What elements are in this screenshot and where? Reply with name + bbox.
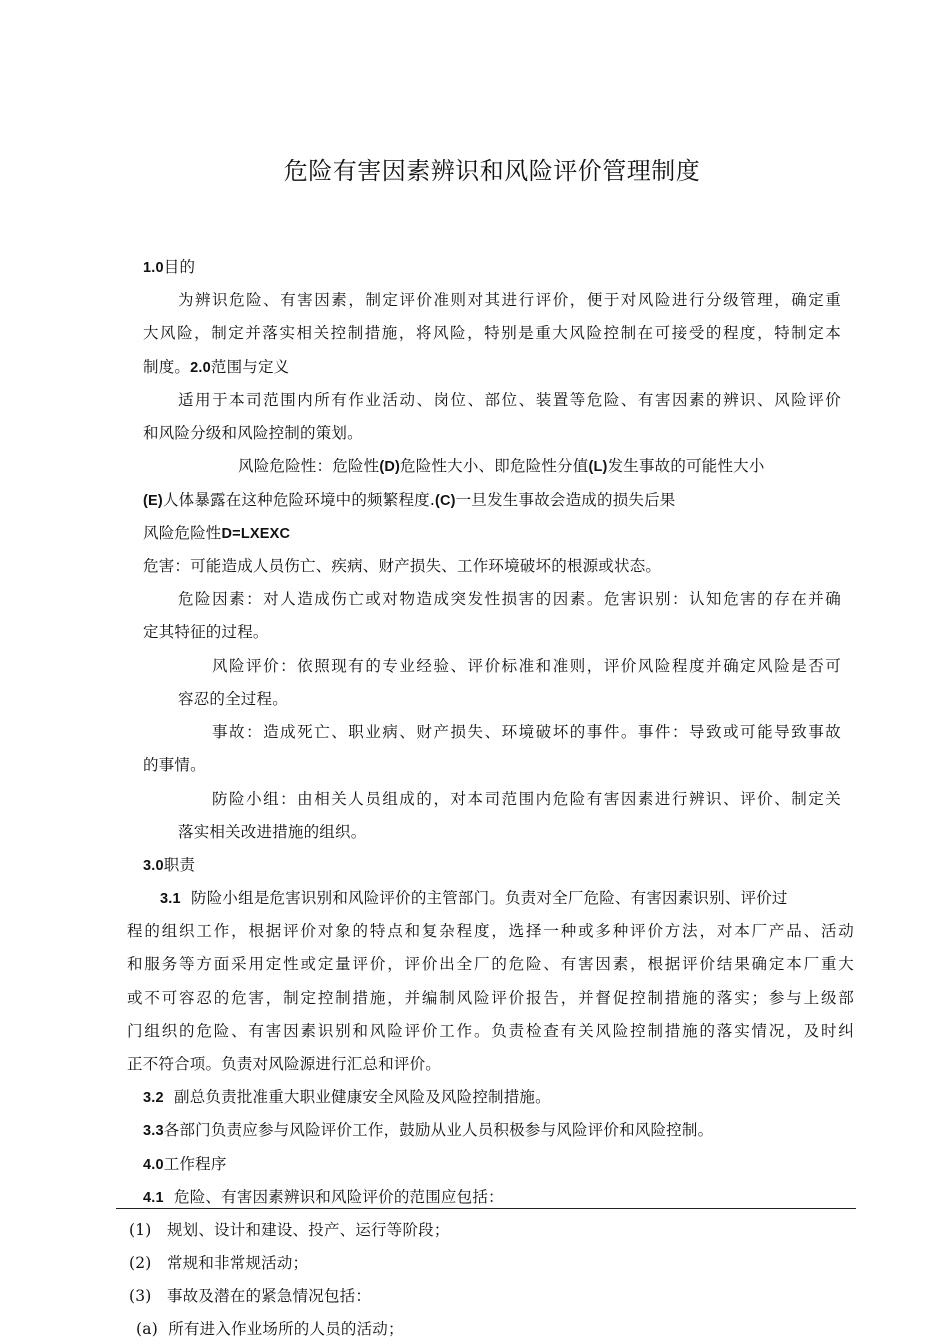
definition-team-line: 防险小组：由相关人员组成的，对本司范围内危险有害因素进行辨识、评价、制定关: [212, 790, 841, 808]
section-3-2: 3.2 副总负责批准重大职业健康安全风险及风险控制措施。: [143, 1088, 551, 1106]
paragraph-purpose-line: 大风险，制定并落实相关控制措施，将风险，特别是重大风险控制在可接受的程度，特制定本: [143, 324, 841, 342]
paragraph-purpose-line: 制度。2.0范围与定义: [143, 358, 290, 376]
section-1-heading: 1.0目的: [143, 258, 196, 276]
section-2-number: 2.0: [190, 360, 211, 376]
table-divider-line: [116, 1208, 856, 1209]
risk-definition-line: 风险危险性：危险性(D)危险性大小、即危险性分值(L)发生事故的可能性大小: [238, 457, 765, 475]
section-4-heading: 4.0工作程序: [143, 1155, 227, 1173]
paragraph-scope-line: 和风险分级和风险控制的策划。: [143, 424, 363, 442]
section-4-1: 4.1 危险、有害因素辨识和风险评价的范围应包括：: [143, 1188, 504, 1206]
section-2-label: 范围与定义: [210, 358, 290, 376]
list-item: (3) 事故及潜在的紧急情况包括：: [129, 1287, 372, 1305]
list-item: (1) 规划、设计和建设、投产、运行等阶段；: [129, 1221, 450, 1239]
section-3-1-line: 正不符合项。负责对风险源进行汇总和评价。: [127, 1055, 442, 1073]
risk-definition-line: (E)人体暴露在这种危险环境中的频繁程度.(C)一旦发生事故会造成的损失后果: [143, 491, 676, 509]
section-3-heading: 3.0职责: [143, 856, 196, 874]
definition-factor-line: 定其特征的过程。: [143, 623, 269, 641]
definition-evaluation-line: 容忍的全过程。: [178, 690, 288, 708]
definition-accident-line: 事故：造成死亡、职业病、财产损失、环境破坏的事件。事件：导致或可能导致事故: [212, 723, 841, 741]
section-3-1-line: 程的组织工作，根据评价对象的特点和复杂程度，选择一种或多种评价方法，对本厂产品、活动: [127, 922, 854, 940]
section-3-1-line: 或不可容忍的危害，制定控制措施，并编制风险评价报告，并督促控制措施的落实；参与上级部: [127, 989, 854, 1007]
paragraph-purpose-line: 为辨识危险、有害因素，制定评价准则对其进行评价，便于对风险进行分级管理，确定重: [178, 291, 841, 309]
definition-factor-line: 危险因素：对人造成伤亡或对物造成突发性损害的因素。危害识别：认知危害的存在并确: [178, 590, 841, 608]
section-3-1-line: 和服务等方面采用定性或定量评价，评价出全厂的危险、有害因素，根据评价结果确定本厂重大: [127, 955, 854, 973]
definition-accident-line: 的事情。: [143, 756, 206, 774]
section-3-1-line: 门组织的危险、有害因素识别和风险评价工作。负责检查有关风险控制措施的落实情况，及时纠: [127, 1022, 854, 1040]
list-item: (2) 常规和非常规活动；: [129, 1254, 309, 1272]
definition-evaluation-line: 风险评价：依照现有的专业经验、评价标准和准则，评价风险程度并确定风险是否可: [212, 657, 841, 675]
section-3-1-line: 3.1 防险小组是危害识别和风险评价的主管部门。负责对全厂危险、有害因素识别、评价过: [160, 889, 788, 907]
section-3-3: 3.3各部门负责应参与风险评价工作，鼓励从业人员积极参与风险评价和风险控制。: [143, 1121, 714, 1139]
risk-formula: 风险危险性D=LXEXC: [143, 524, 291, 542]
document-title: 危险有害因素辨识和风险评价管理制度: [283, 157, 701, 185]
paragraph-scope-line: 适用于本司范围内所有作业活动、岗位、部位、装置等危险、有害因素的辨识、风险评价: [178, 391, 841, 409]
definition-team-line: 落实相关改进措施的组织。: [178, 823, 367, 841]
list-item: (a) 所有进入作业场所的人员的活动；: [136, 1320, 404, 1338]
definition-harm: 危害：可能造成人员伤亡、疾病、财产损失、工作环境破坏的根源或状态。: [143, 557, 662, 575]
